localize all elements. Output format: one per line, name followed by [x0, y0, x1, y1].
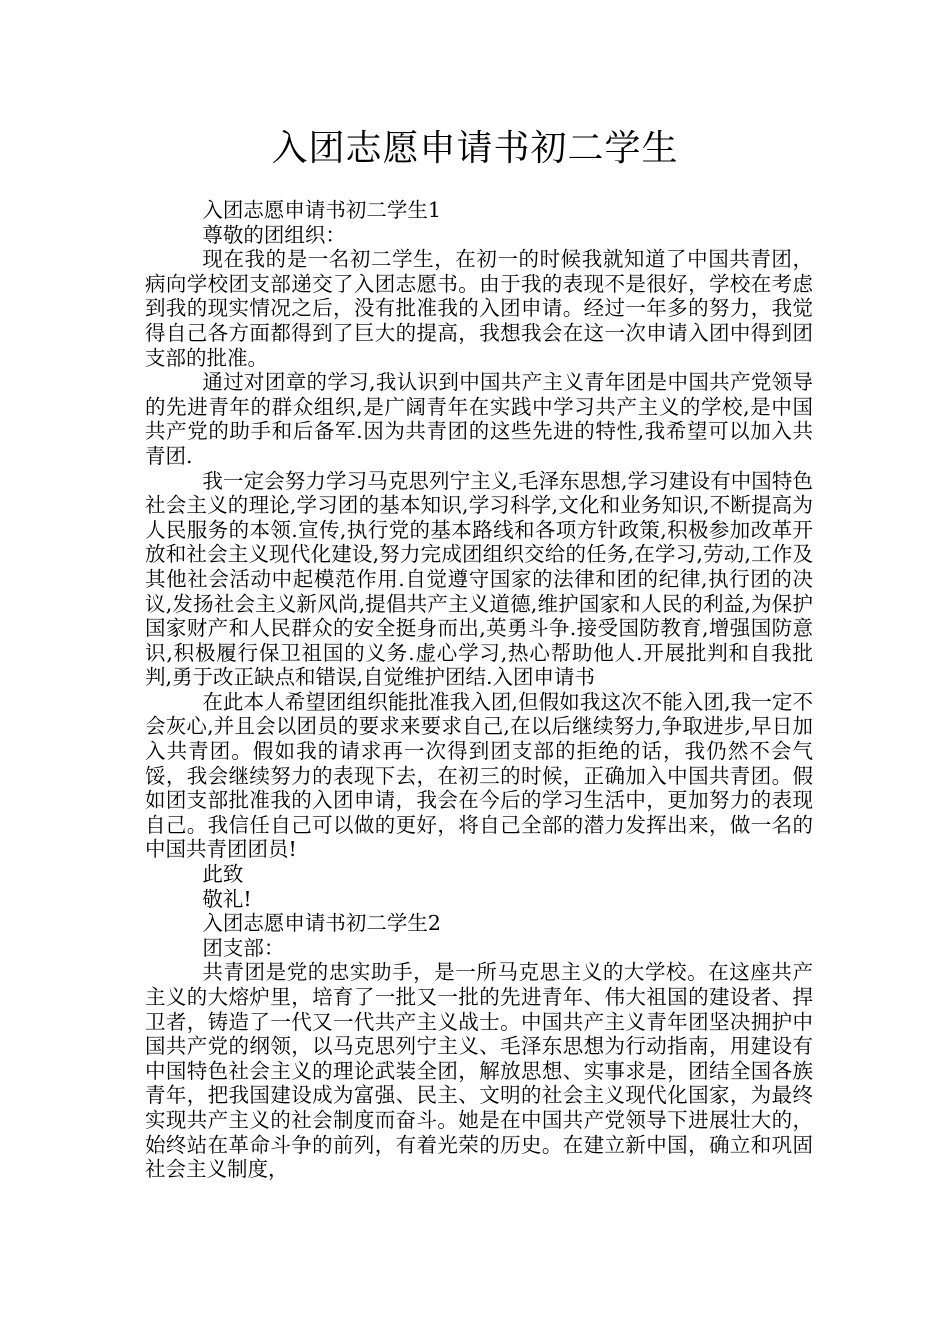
paragraph-salutation-1: 尊敬的团组织：: [202, 222, 346, 247]
paragraph-heading-2: 入团志愿申请书初二学生2: [202, 911, 441, 936]
paragraph: 共青团是党的忠实助手，是一所马克思主义的大学校。在这座共产主义的大熔炉里，培育了一批又一批的先进青年、伟大祖国的建设者、捍卫者，铸造了一代又一代共产主义战士。中国共产主义青年团坚决拥护中国共产党的纲领，以马克思列宁主义、毛泽东思想为行动指南，用建设有中国特色社会主义的理论武装全团，解放思想、实事求是，团结全国各族青年，把我国建设成为富强、民主、文明的社会主义现代化国家，为最终实现共产主义的社会制度而奋斗。她是在中国共产党领导下进展壮大的，始终站在革命斗争的前列，有着光荣的历史。在建立新中国，确立和巩固社会主义制度，: [145, 960, 813, 1182]
paragraph: 我一定会努力学习马克思列宁主义,毛泽东思想,学习建设有中国特色社会主义的理论,学习团的基本知识,学习科学,文化和业务知识,不断提高为人民服务的本领.宣传,执行党的基本路线和各项方针政策,积极参加改革开放和社会主义现代化建设,努力完成团组织交给的任务,在学习,劳动,工作及其他社会活动中起模范作用.自觉遵守国家的法律和团的纪律,执行团的决议,发扬社会主义新风尚,提倡共产主义道德,维护国家和人民的利益,为保护国家财产和人民群众的安全挺身而出,英勇斗争.接受国防教育,增强国防意识,积极履行保卫祖国的义务.虚心学习,热心帮助他人.开展批判和自我批判,勇于改正缺点和错误,自觉维护团结.入团申请书: [145, 468, 813, 690]
document-title: 入团志愿申请书初二学生: [271, 128, 679, 169]
paragraph-salutation-2: 团支部：: [202, 935, 285, 960]
paragraph-closing: 此致: [202, 862, 244, 887]
document-body: [145, 198, 813, 1182]
paragraph: 通过对团章的学习,我认识到中国共产主义青年团是中国共产党领导的先进青年的群众组织,是广阔青年在实践中学习共产主义的学校,是中国共产党的助手和后备军.因为共青团的这些先进的特性,我希望可以加入共青团.: [145, 370, 813, 468]
paragraph-closing: 敬礼!: [202, 886, 252, 911]
paragraph-heading-1: 入团志愿申请书初二学生1: [202, 198, 441, 222]
paragraph: 在此本人希望团组织能批准我入团,但假如我这次不能入团,我一定不会灰心,并且会以团员的要求来要求自己,在以后继续努力,争取进步,早日加入共青团。假如我的请求再一次得到团支部的拒绝的话，我仍然不会气馁，我会继续努力的表现下去，在初三的时候，正确加入中国共青团。假如团支部批准我的入团申请，我会在今后的学习生活中，更加努力的表现自己。我信任自己可以做的更好，将自己全部的潜力发挥出来，做一名的中国共青团团员!: [145, 689, 813, 862]
paragraph: 现在我的是一名初二学生，在初一的时候我就知道了中国共青团，病向学校团支部递交了入团志愿书。由于我的表现不是很好，学校在考虑到我的现实情况之后，没有批准我的入团申请。经过一年多的努力，我觉得自己各方面都得到了巨大的提高，我想我会在这一次申请入团中得到团支部的批准。: [145, 247, 813, 370]
